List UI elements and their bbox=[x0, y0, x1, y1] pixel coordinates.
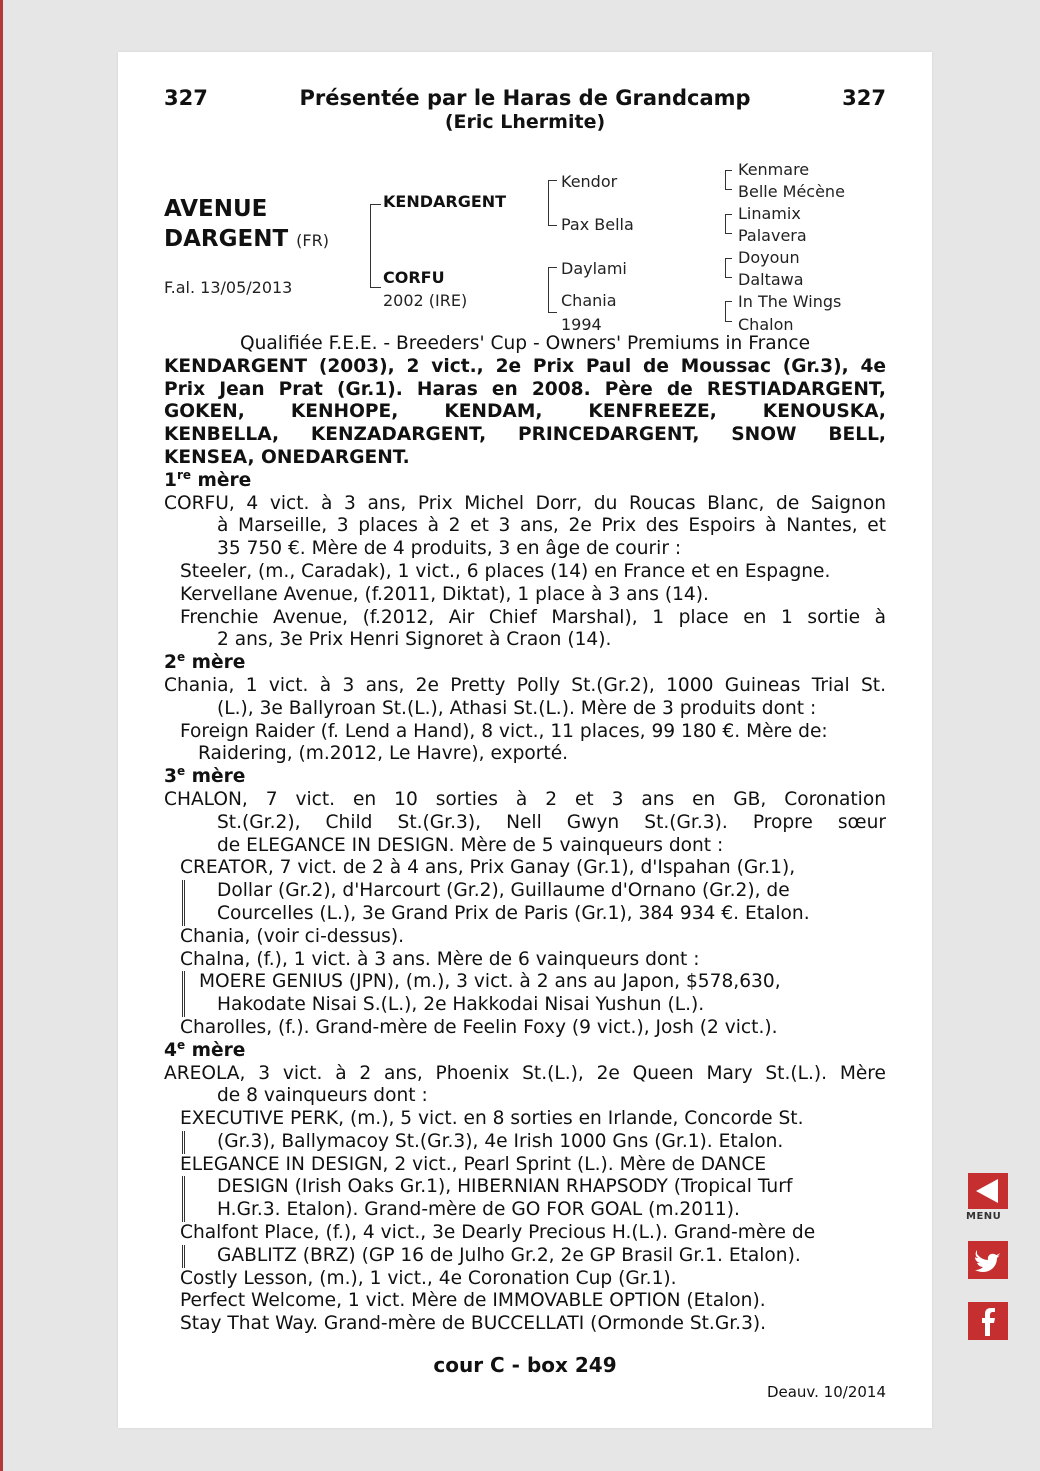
produce-line: Chalfont Place, (f.), 4 vict., 3e Dearly Precious H.(L.). Grand-mère de bbox=[180, 1222, 816, 1244]
pedigree-dds: In The Wings bbox=[738, 292, 842, 311]
horse-name-line1: AVENUE bbox=[164, 196, 268, 222]
produce-line: Steeler, (m., Caradak), 1 vict., 6 places (14) en France et en Espagne. bbox=[180, 560, 831, 582]
pedigree-bracket-3a bbox=[725, 170, 732, 190]
pedigree-sss: Kenmare bbox=[738, 160, 810, 179]
twitter-button[interactable] bbox=[968, 1241, 1008, 1279]
menu-button[interactable] bbox=[968, 1173, 1008, 1209]
pedigree-bracket-3d bbox=[725, 301, 732, 322]
sire-line: GOKEN, KENHOPE, KENDAM, KENFREEZE, KENOUSKA, bbox=[164, 401, 886, 423]
third-dam-line: de ELEGANCE IN DESIGN. Mère de 5 vainqueurs dont : bbox=[217, 834, 724, 856]
produce-line: 2 ans, 3e Prix Henri Signoret à Craon (14). bbox=[217, 629, 612, 651]
third-dam-heading: 3e mère bbox=[164, 763, 246, 788]
produce-line: Stay That Way. Grand-mère de BUCCELLATI (Ormonde St.Gr.3). bbox=[180, 1313, 767, 1335]
lot-number-left: 327 bbox=[164, 86, 208, 110]
pedigree-dss: Doyoun bbox=[738, 248, 800, 267]
produce-line: Costly Lesson, (m.), 1 vict., 4e Coronation Cup (Gr.1). bbox=[180, 1267, 677, 1289]
fourth-dam-heading: 4e mère bbox=[164, 1037, 246, 1061]
pedigree-dam-info: 2002 (IRE) bbox=[383, 291, 468, 310]
pedigree-bracket-3b bbox=[725, 214, 732, 234]
qualification-line: Qualifiée F.E.E. - Breeders' Cup - Owners' Premiums in France bbox=[239, 333, 811, 354]
pedigree-sdd: Palavera bbox=[738, 226, 807, 245]
twitter-icon bbox=[968, 1241, 1008, 1279]
facebook-button[interactable] bbox=[968, 1302, 1008, 1340]
pedigree-details bbox=[164, 333, 886, 1336]
produce-line: Foreign Raider (f. Lend a Hand), 8 vict., 11 places, 99 180 €. Mère de: bbox=[180, 720, 828, 742]
left-edge-stripe bbox=[0, 0, 3, 1471]
pedigree-sire: KENDARGENT bbox=[383, 192, 507, 211]
produce-line: EXECUTIVE PERK, (m.), 5 vict. en 8 sorties en Irlande, Concorde St. bbox=[180, 1108, 804, 1130]
fourth-dam-line: de 8 vainqueurs dont : bbox=[217, 1085, 428, 1107]
produce-line: GABLITZ (BRZ) (GP 16 de Julho Gr.2, 2e GP Brasil Gr.1. Etalon). bbox=[182, 1245, 886, 1268]
produce-line: ELEGANCE IN DESIGN, 2 vict., Pearl Sprint (L.). Mère de DANCE bbox=[180, 1153, 767, 1175]
presenter-subtitle: (Eric Lhermite) bbox=[444, 111, 606, 133]
pedigree-sd: Pax Bella bbox=[561, 215, 634, 234]
produce-line: (Gr.3), Ballymacoy St.(Gr.3), 4e Irish 1000 Gns (Gr.1). Etalon. bbox=[182, 1131, 886, 1154]
second-dam-line: Chania, 1 vict. à 3 ans, 2e Pretty Polly St.(Gr.2), 1000 Guineas Trial St. bbox=[164, 674, 886, 696]
facebook-icon bbox=[968, 1302, 1008, 1340]
pedigree-dam: CORFU bbox=[383, 268, 445, 287]
pedigree-bracket-3c bbox=[725, 258, 732, 278]
pedigree-ssd: Belle Mécène bbox=[738, 182, 845, 201]
produce-line: DESIGN (Irish Oaks Gr.1), HIBERNIAN RHAPSODY (Tropical Turf bbox=[182, 1176, 886, 1199]
horse-origin: (FR) bbox=[296, 231, 329, 250]
horse-name: DARGENT bbox=[164, 226, 289, 252]
pedigree-ss: Kendor bbox=[561, 172, 618, 191]
produce-line: H.Gr.3. Etalon). Grand-mère de GO FOR GOAL (m.2011). bbox=[182, 1199, 886, 1222]
produce-line: Charolles, (f.). Grand-mère de Feelin Foxy (9 vict.), Josh (2 vict.). bbox=[180, 1016, 778, 1038]
pedigree-sds: Linamix bbox=[738, 204, 801, 223]
pedigree-dsd: Daltawa bbox=[738, 270, 804, 289]
second-dam-heading: 2e mère bbox=[164, 649, 246, 674]
horse-name-line2 bbox=[164, 226, 329, 252]
produce-line: Chalna, (f.), 1 vict. à 3 ans. Mère de 6 vainqueurs dont : bbox=[180, 948, 700, 970]
catalog-reference: Deauv. 10/2014 bbox=[766, 1383, 886, 1401]
produce-line: Hakodate Nisai S.(L.), 2e Hakkodai Nisai Yushun (L.). bbox=[182, 994, 886, 1017]
produce-line: Kervellane Avenue, (f.2011, Diktat), 1 place à 3 ans (14). bbox=[180, 583, 709, 605]
third-dam-line: St.(Gr.2), Child St.(Gr.3), Nell Gwyn St.(Gr.3). Propre sœur bbox=[217, 811, 886, 833]
catalog-page bbox=[118, 52, 932, 1428]
pedigree-dd-year: 1994 bbox=[561, 315, 602, 334]
back-arrow-icon bbox=[968, 1173, 1008, 1209]
sire-line: KENBELLA, KENZADARGENT, PRINCEDARGENT, SNOW BELL, bbox=[164, 424, 886, 446]
produce-line: Perfect Welcome, 1 vict. Mère de IMMOVABLE OPTION (Etalon). bbox=[180, 1290, 766, 1312]
first-dam-line: CORFU, 4 vict. à 3 ans, Prix Michel Dorr, du Roucas Blanc, de Saignon bbox=[164, 492, 886, 514]
pedigree-ddd: Chalon bbox=[738, 315, 794, 334]
third-dam-line: CHALON, 7 vict. en 10 sorties à 2 et 3 ans en GB, Coronation bbox=[164, 788, 886, 810]
pedigree-dd: Chania bbox=[561, 291, 617, 310]
produce-line: Raidering, (m.2012, Le Havre), exporté. bbox=[198, 743, 569, 765]
sire-line: KENDARGENT (2003), 2 vict., 2e Prix Paul de Moussac (Gr.3), 4e bbox=[164, 355, 886, 377]
lot-number-right: 327 bbox=[842, 86, 886, 110]
first-dam-heading: 1re mère bbox=[164, 467, 252, 491]
pedigree-bracket-sire bbox=[548, 180, 557, 226]
first-dam-line: à Marseille, 3 places à 2 et 3 ans, 2e Prix des Espoirs à Nantes, et bbox=[217, 515, 886, 537]
fourth-dam-line: AREOLA, 3 vict. à 2 ans, Phoenix St.(L.), 2e Queen Mary St.(L.). Mère bbox=[164, 1062, 886, 1084]
first-dam-line: 35 750 €. Mère de 4 produits, 3 en âge de courir : bbox=[217, 538, 682, 560]
pedigree-bracket-dam bbox=[548, 267, 557, 313]
presenter-title: Présentée par le Haras de Grandcamp bbox=[299, 86, 751, 110]
produce-line: Dollar (Gr.2), d'Harcourt (Gr.2), Guillaume d'Ornano (Gr.2), de bbox=[182, 880, 886, 903]
sire-line: Prix Jean Prat (Gr.1). Haras en 2008. Père de RESTIADARGENT, bbox=[164, 378, 886, 400]
second-dam-line: (L.), 3e Ballyroan St.(L.), Athasi St.(L.). Mère de 3 produits dont : bbox=[217, 697, 817, 719]
menu-label[interactable]: MENU bbox=[966, 1211, 1002, 1222]
produce-line: MOERE GENIUS (JPN), (m.), 3 vict. à 2 ans au Japon, $578,630, bbox=[182, 971, 886, 994]
horse-birth-info: F.al. 13/05/2013 bbox=[164, 278, 293, 297]
sire-line: KENSEA, ONEDARGENT. bbox=[164, 446, 410, 468]
produce-line: Courcelles (L.), 3e Grand Prix de Paris (Gr.1), 384 934 €. Etalon. bbox=[182, 903, 886, 926]
produce-line: CREATOR, 7 vict. de 2 à 4 ans, Prix Ganay (Gr.1), d'Ispahan (Gr.1), bbox=[180, 857, 796, 879]
produce-line: Chania, (voir ci-dessus). bbox=[180, 925, 405, 947]
pedigree-ds: Daylami bbox=[561, 259, 627, 278]
stable-location: cour C - box 249 bbox=[433, 1353, 617, 1377]
pedigree-bracket-gen1 bbox=[370, 204, 381, 288]
produce-line: Frenchie Avenue, (f.2012, Air Chief Marshal), 1 place en 1 sortie à bbox=[180, 606, 886, 628]
